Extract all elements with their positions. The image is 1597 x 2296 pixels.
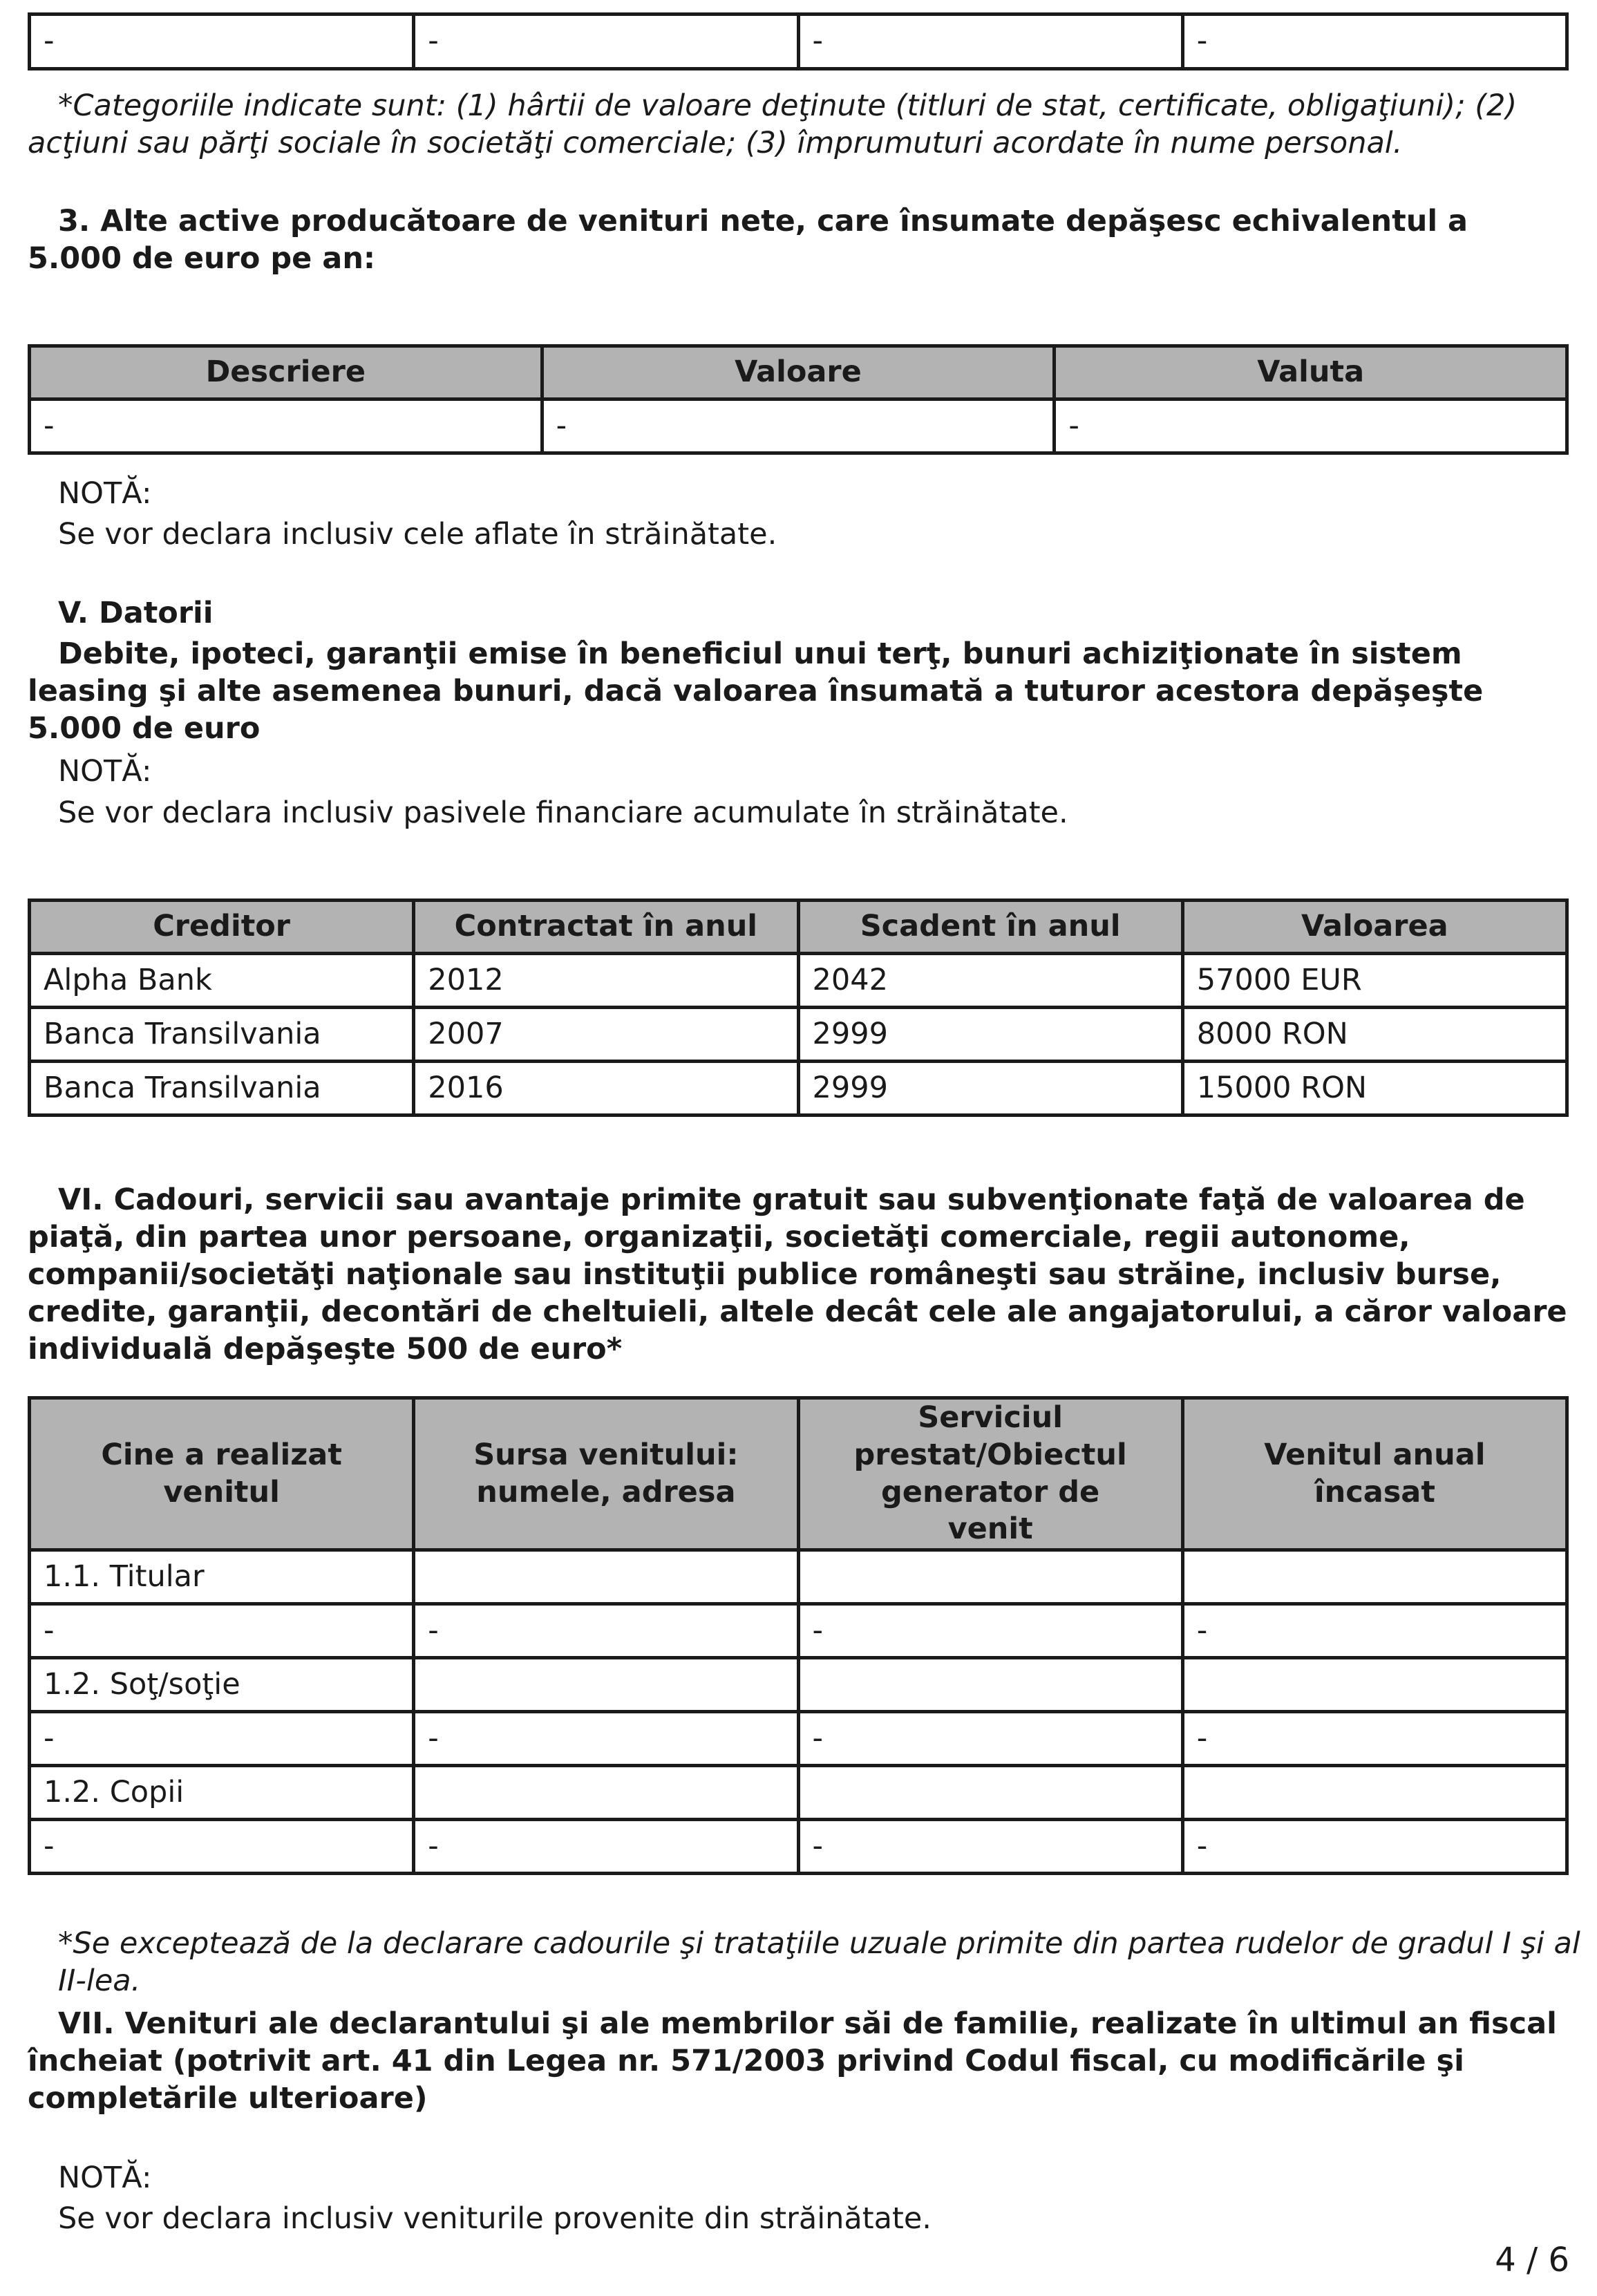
table-cell: - [414, 1820, 798, 1874]
top-table [28, 12, 1569, 70]
section3-table [28, 344, 1569, 455]
column-header: Scadent în anul [798, 901, 1182, 954]
table-row [30, 1766, 1567, 1820]
table-cell: - [414, 1712, 798, 1766]
table-cell: 57000 EUR [1182, 954, 1567, 1008]
table-cell: - [1182, 1712, 1567, 1766]
table-cell: 15000 RON [1182, 1062, 1567, 1116]
table-row [30, 1604, 1567, 1658]
page-number: 4 / 6 [1495, 2241, 1569, 2279]
section5-note-text: Se vor declara inclusiv pasivele financiare acumulate în străinătate. [58, 796, 1068, 830]
table-cell: - [30, 1712, 414, 1766]
table-row [30, 1712, 1567, 1766]
table-cell: 2012 [414, 954, 798, 1008]
table-cell [1182, 1658, 1567, 1712]
table-row [30, 15, 1567, 69]
table-cell: - [1182, 15, 1567, 69]
column-header: Descriere [30, 346, 542, 399]
section6-footnote: *Se exceptează de la declarare cadourile şi trataţiile uzuale primite din partea rudelor de gradul I şi al II-lea. [58, 1926, 1580, 1998]
table-row [30, 1008, 1567, 1062]
table-cell: - [30, 15, 414, 69]
gifts-table [28, 1396, 1569, 1875]
debts-table [28, 898, 1569, 1117]
table-cell: - [30, 1604, 414, 1658]
column-header: Contractat în anul [414, 901, 798, 954]
column-header: Serviciul prestat/Obiectul generator de venit [798, 1398, 1182, 1550]
table-cell: - [414, 1604, 798, 1658]
table-cell: - [30, 1820, 414, 1874]
section3-heading: 3. Alte active producătoare de venituri nete, care însumate depăşesc echivalentul a 5.000 de euro pe an: [28, 204, 1468, 276]
table-cell: - [414, 15, 798, 69]
table-cell [798, 1766, 1182, 1820]
table-header-row [30, 901, 1567, 954]
section3-note-label: NOTĂ: [58, 476, 152, 511]
table-cell: - [1182, 1604, 1567, 1658]
table-cell [1182, 1550, 1567, 1604]
table-row [30, 1658, 1567, 1712]
table-cell: 2007 [414, 1008, 798, 1062]
table-cell: 2042 [798, 954, 1182, 1008]
section5-subtitle: Debite, ipoteci, garanţii emise în beneficiul unui terţ, bunuri achiziţionate în sistem leasing şi alte asemenea bunuri, dacă valoarea însumată a tuturor acestora depăşeşte 5.000 de euro [28, 637, 1484, 746]
table-row [30, 1820, 1567, 1874]
table-cell: - [1055, 399, 1567, 453]
table-cell: - [798, 1604, 1182, 1658]
table-cell [798, 1550, 1182, 1604]
section7-note-label: NOTĂ: [58, 2161, 152, 2195]
table-cell: 1.2. Soţ/soţie [30, 1658, 414, 1712]
table-cell: - [798, 1712, 1182, 1766]
table-cell: - [798, 15, 1182, 69]
table-cell [414, 1766, 798, 1820]
table-cell: 2999 [798, 1008, 1182, 1062]
section7-note-text: Se vor declara inclusiv veniturile provenite din străinătate. [58, 2201, 932, 2236]
column-header: Venitul anual încasat [1182, 1398, 1567, 1550]
table-row [30, 399, 1567, 453]
table-row [30, 1062, 1567, 1116]
table-header-row [30, 346, 1567, 399]
table-row [30, 1550, 1567, 1604]
table-cell: - [798, 1820, 1182, 1874]
table-cell: - [542, 399, 1055, 453]
column-header: Creditor [30, 901, 414, 954]
column-header: Cine a realizat venitul [30, 1398, 414, 1550]
column-header: Valoarea [1182, 901, 1567, 954]
table-cell [414, 1658, 798, 1712]
table-cell: Banca Transilvania [30, 1008, 414, 1062]
section6-heading: VI. Cadouri, servicii sau avantaje primite gratuit sau subvenţionate faţă de valoarea de piaţă, din partea unor persoane, organizaţii, societăţi comerciale, regii autonome, companii/societăţi naţionale sau instituţii publice româneşti sau străine, inclusiv burse, credite, garanţii, decontări de cheltuieli, altele decât cele ale angajatorului, a căror valoare individuală depăşeşte 500 de euro* [28, 1183, 1567, 1366]
table-cell [1182, 1766, 1567, 1820]
table-cell: 2999 [798, 1062, 1182, 1116]
table-cell: Banca Transilvania [30, 1062, 414, 1116]
column-header: Valuta [1055, 346, 1567, 399]
table-row [30, 954, 1567, 1008]
table-cell: 1.1. Titular [30, 1550, 414, 1604]
column-header: Sursa venitului: numele, adresa [414, 1398, 798, 1550]
table-cell: 8000 RON [1182, 1008, 1567, 1062]
table-cell [414, 1550, 798, 1604]
table-cell [798, 1658, 1182, 1712]
table-cell: Alpha Bank [30, 954, 414, 1008]
section5-note-label: NOTĂ: [58, 754, 152, 789]
table-cell: - [30, 399, 542, 453]
categories-note: *Categoriile indicate sunt: (1) hârtii de valoare deţinute (titluri de stat, certificate, obligaţiuni); (2) acţiuni sau părţi sociale în societăţi comerciale; (3) împrumuturi acordate în nume personal. [28, 88, 1518, 160]
table-cell: 1.2. Copii [30, 1766, 414, 1820]
table-header-row [30, 1398, 1567, 1550]
section5-title: V. Datorii [58, 596, 214, 630]
column-header: Valoare [542, 346, 1055, 399]
table-cell: 2016 [414, 1062, 798, 1116]
section3-note-text: Se vor declara inclusiv cele aflate în străinătate. [58, 517, 777, 552]
table-cell: - [1182, 1820, 1567, 1874]
section7-heading: VII. Venituri ale declarantului şi ale membrilor săi de familie, realizate în ultimul an fiscal încheiat (potrivit art. 41 din Legea nr. 571/2003 privind Codul fiscal, cu modificările şi completările ulterioare) [28, 2006, 1557, 2116]
